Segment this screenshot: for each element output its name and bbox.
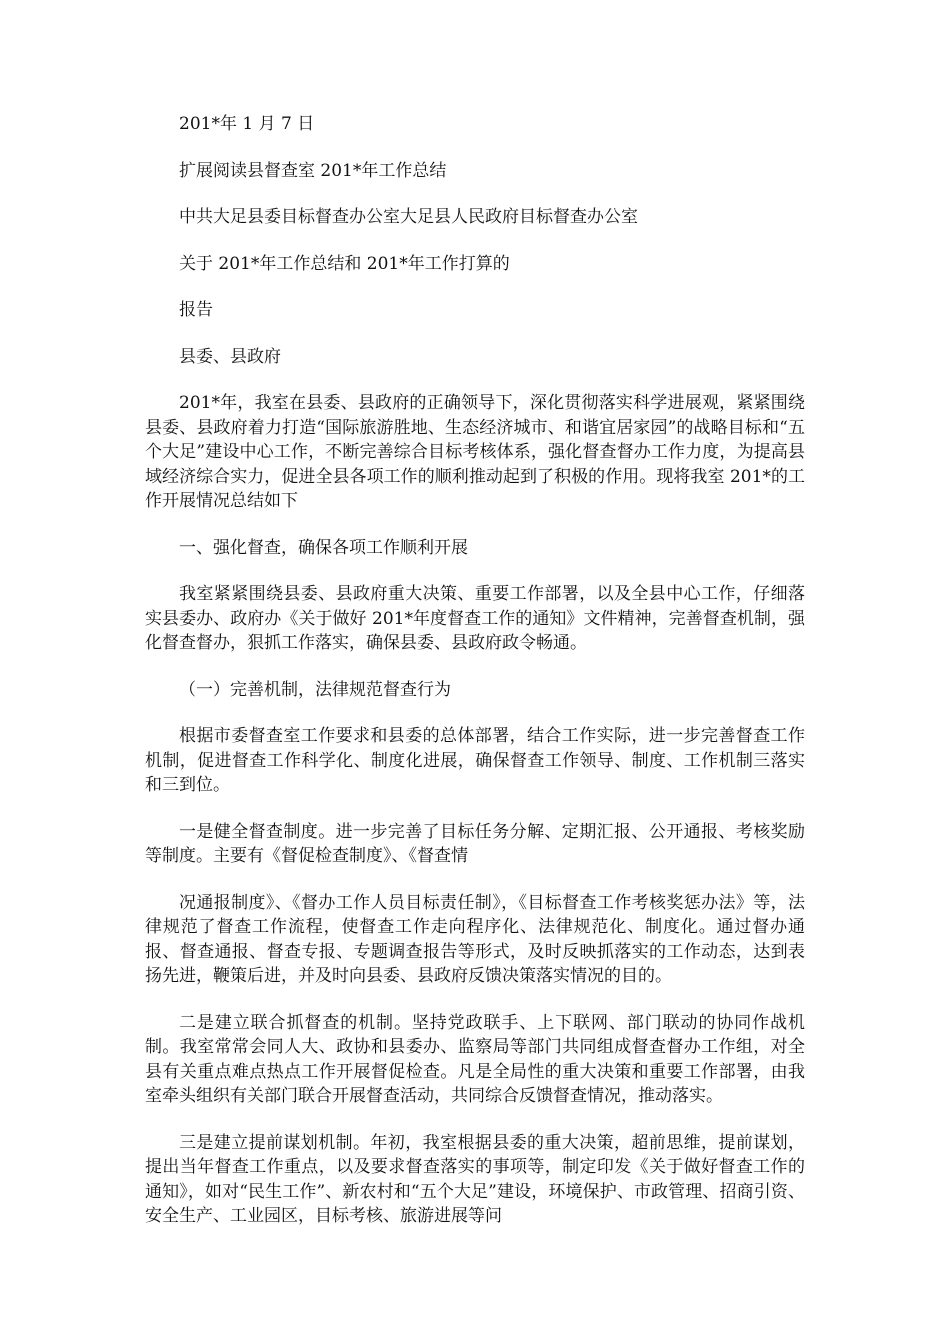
- addressee: 县委、县政府: [179, 346, 281, 367]
- subsection1-heading: （一）完善机制，法律规范督查行为: [179, 679, 451, 700]
- intro-paragraph: 201*年，我室在县委、县政府的正确领导下，深化贯彻落实科学进展观，紧紧围绕县委、县政府着力打造“国际旅游胜地、生态经济城市、和谐宜居家园”的战略目标和“五个大足”建设中心工作，不断完善综合目标考核体系，强化督查督办工作力度，为提高县域经济综合实力，促进全县各项工作的顺利推动起到了积极的作用。现将我室 201*的工作开展情况总结如下: [145, 393, 805, 511]
- extended-reading-title: 扩展阅读县督查室 201*年工作总结: [179, 160, 447, 181]
- issuer-line: 中共大足县委目标督查办公室大足县人民政府目标督查办公室: [179, 207, 638, 227]
- report-title-line2: 报告: [179, 300, 213, 320]
- document-date: 201*年 1 月 7 日: [179, 114, 315, 134]
- section1-heading: 一、强化督查，确保各项工作顺利开展: [179, 537, 468, 558]
- point1-paragraph-part2: 况通报制度》、《督办工作人员目标责任制》，《目标督查工作考核奖惩办法》等，法律规范了督查工作流程，使督查工作走向程序化、法律规范化、制度化。通过督办通报、督查通报、督查专报、专题调查报告等形式，及时反映抓落实的工作动态，达到表扬先进，鞭策后进，并及时向县委、县政府反馈决策落实情况的目的。: [145, 892, 805, 986]
- point2-paragraph: 二是建立联合抓督查的机制。坚持党政联手、上下联网、部门联动的协同作战机制。我室常常会同人大、政协和县委办、监察局等部门共同组成督查督办工作组，对全县有关重点难点热点工作开展督促检查。凡是全局性的重大决策和重要工作部署，由我室牵头组织有关部门联合开展督查活动，共同综合反馈督查情况，推动落实。: [145, 1012, 805, 1106]
- point1-paragraph-part1: 一是健全督查制度。进一步完善了目标任务分解、定期汇报、公开通报、考核奖励等制度。主要有《督促检查制度》、《督查情: [145, 821, 805, 866]
- subsection1-body: 根据市委督查室工作要求和县委的总体部署，结合工作实际，进一步完善督查工作机制，促进督查工作科学化、制度化进展，确保督查工作领导、制度、工作机制三落实和三到位。: [145, 726, 805, 795]
- report-title-line1: 关于 201*年工作总结和 201*年工作打算的: [179, 253, 510, 274]
- document-body: [145, 112, 805, 1251]
- point3-paragraph: 三是建立提前谋划机制。年初，我室根据县委的重大决策，超前思维，提前谋划，提出当年督查工作重点，以及要求督查落实的事项等，制定印发《关于做好督查工作的通知》，如对“民生工作”、新农村和“五个大足”建设，环境保护、市政管理、招商引资、安全生产、工业园区，目标考核、旅游进展等问: [145, 1132, 805, 1226]
- section1-body: 我室紧紧围绕县委、县政府重大决策、重要工作部署，以及全县中心工作，仔细落实县委办、政府办《关于做好 201*年度督查工作的通知》文件精神，完善督查机制，强化督查督办，狠抓工作落实，确保县委、县政府政令畅通。: [145, 584, 805, 653]
